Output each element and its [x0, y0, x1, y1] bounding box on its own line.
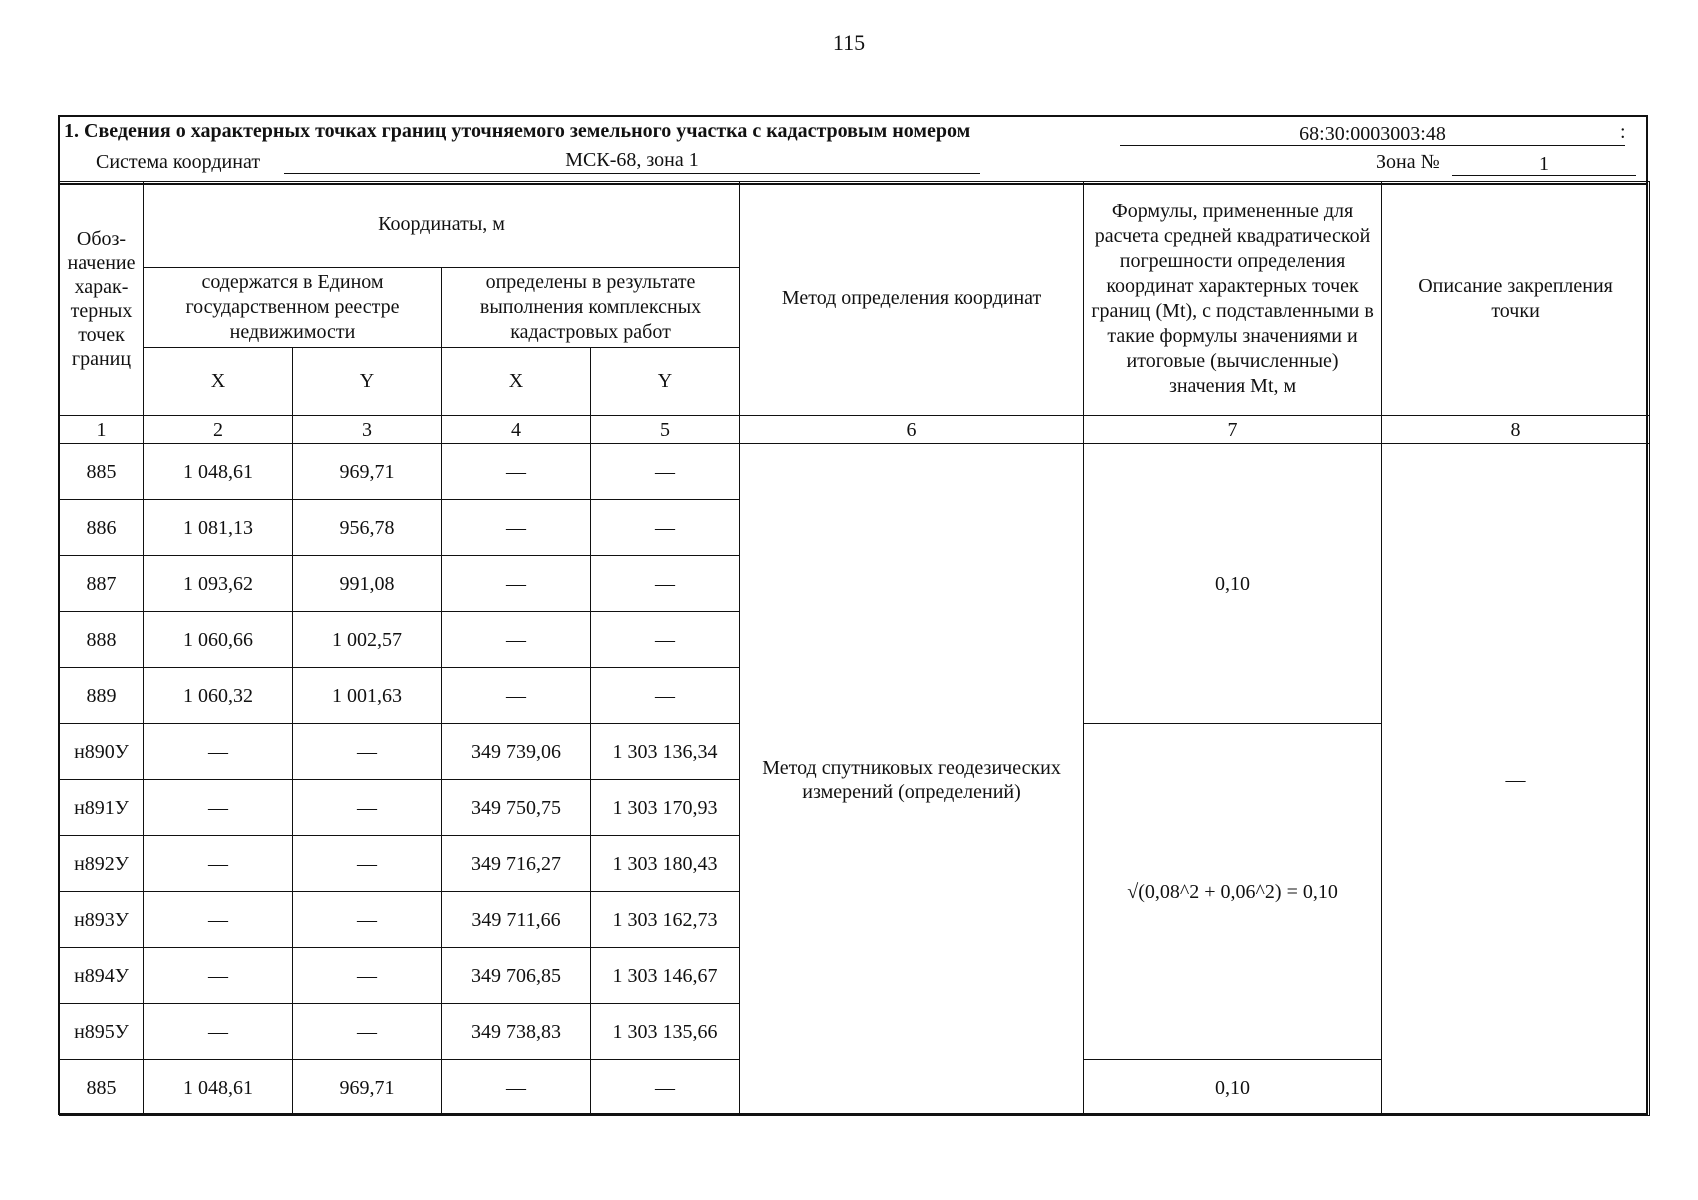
column-number: 7: [1084, 416, 1382, 444]
formula-cell: √(0,08^2 + 0,06^2) = 0,10: [1084, 724, 1382, 1060]
y-egrn-cell: —: [293, 724, 442, 780]
x-kkr-cell: 349 716,27: [442, 836, 591, 892]
x-egrn-cell: —: [144, 724, 293, 780]
y-egrn-cell: —: [293, 1004, 442, 1060]
column-number: 6: [740, 416, 1084, 444]
coord-system-value: МСК-68, зона 1: [284, 147, 980, 174]
x-kkr-cell: 349 711,66: [442, 892, 591, 948]
column-number: 1: [60, 416, 144, 444]
y-kkr-cell: —: [591, 444, 740, 500]
y-kkr-cell: 1 303 180,43: [591, 836, 740, 892]
header-method: Метод определения координат: [740, 182, 1084, 416]
point-cell: 888: [60, 612, 144, 668]
x-egrn-cell: —: [144, 892, 293, 948]
y-egrn-cell: 1 002,57: [293, 612, 442, 668]
point-cell: н895У: [60, 1004, 144, 1060]
y-kkr-cell: 1 303 162,73: [591, 892, 740, 948]
x-kkr-cell: 349 738,83: [442, 1004, 591, 1060]
point-cell: н894У: [60, 948, 144, 1004]
y-kkr-cell: —: [591, 1060, 740, 1116]
x-kkr-cell: —: [442, 1060, 591, 1116]
x-egrn-cell: 1 060,32: [144, 668, 293, 724]
document-form: [58, 115, 1648, 1115]
x-egrn-cell: —: [144, 780, 293, 836]
x-kkr-cell: 349 706,85: [442, 948, 591, 1004]
header-formulas: Формулы, примененные для расчета средней квадратической погрешности определения координат характерных точек границ (Mt), с подставленными в такие формулы значениями и итоговые (вычисленные) значения Mt, м: [1084, 182, 1382, 416]
section-title: 1. Сведения о характерных точках границ уточняемого земельного участка с кадастровым номером: [64, 120, 971, 142]
header-x-kkr: X: [442, 348, 591, 416]
header-y-egrn: Y: [293, 348, 442, 416]
x-kkr-cell: —: [442, 556, 591, 612]
header-cadastral-works: определены в результате выполнения комплексных кадастровых работ: [442, 268, 740, 348]
description-cell: —: [1382, 444, 1650, 1116]
point-cell: 885: [60, 1060, 144, 1116]
x-egrn-cell: 1 081,13: [144, 500, 293, 556]
y-kkr-cell: 1 303 170,93: [591, 780, 740, 836]
x-kkr-cell: —: [442, 500, 591, 556]
table-row: [60, 444, 1650, 500]
y-kkr-cell: —: [591, 500, 740, 556]
y-egrn-cell: —: [293, 892, 442, 948]
point-cell: 889: [60, 668, 144, 724]
y-kkr-cell: —: [591, 668, 740, 724]
column-numbers-row: [60, 416, 1650, 444]
x-kkr-cell: —: [442, 444, 591, 500]
y-kkr-cell: —: [591, 556, 740, 612]
y-egrn-cell: 991,08: [293, 556, 442, 612]
point-cell: н893У: [60, 892, 144, 948]
y-egrn-cell: 969,71: [293, 1060, 442, 1116]
zone-value: 1: [1452, 149, 1636, 176]
point-cell: н891У: [60, 780, 144, 836]
x-kkr-cell: —: [442, 612, 591, 668]
coord-system-label: Система координат: [96, 151, 261, 173]
header-y-kkr: Y: [591, 348, 740, 416]
y-kkr-cell: —: [591, 612, 740, 668]
column-number: 2: [144, 416, 293, 444]
x-egrn-cell: 1 093,62: [144, 556, 293, 612]
formula-cell: 0,10: [1084, 444, 1382, 724]
header-egrn: содержатся в Едином государственном реестре недвижимости: [144, 268, 442, 348]
y-egrn-cell: 956,78: [293, 500, 442, 556]
page-number: 115: [832, 30, 866, 55]
x-kkr-cell: 349 750,75: [442, 780, 591, 836]
x-egrn-cell: —: [144, 948, 293, 1004]
x-egrn-cell: 1 048,61: [144, 444, 293, 500]
header-designation: Обоз- начение харак- терных точек границ: [60, 182, 144, 416]
column-number: 4: [442, 416, 591, 444]
point-cell: н892У: [60, 836, 144, 892]
header-x-egrn: X: [144, 348, 293, 416]
method-cell: Метод спутниковых геодезических измерений (определений): [740, 444, 1084, 1116]
x-egrn-cell: —: [144, 836, 293, 892]
x-egrn-cell: 1 048,61: [144, 1060, 293, 1116]
boundary-points-table: [59, 181, 1650, 1116]
y-egrn-cell: —: [293, 836, 442, 892]
header-coordinates: Координаты, м: [144, 182, 740, 268]
column-number: 5: [591, 416, 740, 444]
point-cell: н890У: [60, 724, 144, 780]
header-description: Описание закрепления точки: [1382, 182, 1650, 416]
y-egrn-cell: 1 001,63: [293, 668, 442, 724]
colon-mark: :: [1620, 121, 1626, 143]
point-cell: 886: [60, 500, 144, 556]
form-heading: [60, 117, 1646, 185]
y-egrn-cell: —: [293, 948, 442, 1004]
point-cell: 885: [60, 444, 144, 500]
column-number: 3: [293, 416, 442, 444]
y-egrn-cell: 969,71: [293, 444, 442, 500]
zone-label: Зона №: [1376, 151, 1440, 173]
x-egrn-cell: 1 060,66: [144, 612, 293, 668]
formula-cell: 0,10: [1084, 1060, 1382, 1116]
y-kkr-cell: 1 303 146,67: [591, 948, 740, 1004]
cadastral-number: 68:30:0003003:48: [1120, 119, 1625, 146]
y-kkr-cell: 1 303 135,66: [591, 1004, 740, 1060]
x-kkr-cell: —: [442, 668, 591, 724]
y-kkr-cell: 1 303 136,34: [591, 724, 740, 780]
x-egrn-cell: —: [144, 1004, 293, 1060]
column-number: 8: [1382, 416, 1650, 444]
x-kkr-cell: 349 739,06: [442, 724, 591, 780]
y-egrn-cell: —: [293, 780, 442, 836]
point-cell: 887: [60, 556, 144, 612]
